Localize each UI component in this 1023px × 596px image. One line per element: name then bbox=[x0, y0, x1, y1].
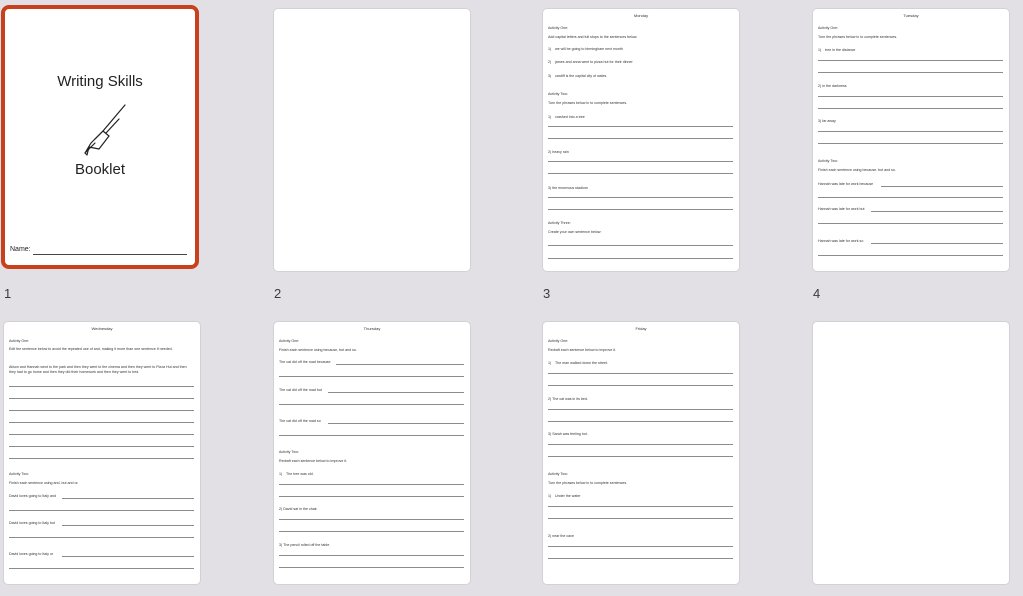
answer-line bbox=[548, 197, 733, 198]
item-text: tree in the distance bbox=[825, 48, 856, 52]
activity-instruction: Create your own sentence below: bbox=[548, 230, 602, 234]
answer-line bbox=[548, 506, 733, 507]
answer-line bbox=[279, 496, 464, 497]
page-number: 4 bbox=[813, 286, 821, 301]
item-text: Hannah was late for work but bbox=[818, 207, 865, 211]
answer-line bbox=[818, 223, 1003, 224]
activity-heading: Activity Two: bbox=[548, 472, 568, 476]
day-title: Wednesday bbox=[91, 326, 113, 331]
item-number: 1) bbox=[548, 361, 552, 365]
activity-instruction: Finish each sentence using and, but and or. bbox=[9, 481, 79, 485]
item-number: 1) bbox=[818, 48, 822, 52]
page-thumbnail-2[interactable] bbox=[273, 8, 471, 272]
page-thumbnail-6[interactable] bbox=[273, 321, 471, 585]
item-text: David loves going to Italy and bbox=[9, 494, 56, 498]
answer-line bbox=[62, 498, 194, 499]
item-text: Hannah was late for work because bbox=[818, 182, 874, 186]
item-text: Hannah was late for work so bbox=[818, 239, 864, 243]
cover-title: Writing Skills bbox=[57, 73, 143, 90]
answer-line bbox=[548, 421, 733, 422]
item-text: The cat did off the road but bbox=[279, 388, 322, 392]
answer-line bbox=[548, 385, 733, 386]
item-text: 2) near the cave bbox=[548, 534, 574, 538]
answer-line bbox=[818, 108, 1003, 109]
answer-line bbox=[328, 423, 464, 424]
item-text: 2) heavy rain bbox=[548, 150, 569, 154]
answer-line bbox=[279, 404, 464, 405]
activity-instruction: Add capital letters and full stops to the sentences below. bbox=[548, 35, 638, 39]
activity-instruction: Finish each sentence using because, but and so. bbox=[279, 348, 357, 352]
activity-heading: Activity Two: bbox=[9, 472, 29, 476]
answer-line bbox=[548, 558, 733, 559]
answer-line bbox=[9, 422, 194, 423]
item-text: The tree was old. bbox=[286, 472, 314, 476]
answer-line bbox=[62, 525, 194, 526]
answer-line bbox=[9, 458, 194, 459]
item-text: 2) The cat was in its bed. bbox=[548, 397, 588, 401]
answer-line bbox=[818, 72, 1003, 73]
item-number: 3) bbox=[548, 74, 552, 78]
item-text: 2) in the darkness bbox=[818, 84, 847, 88]
activity-instruction: Redraft each sentence below to improve it. bbox=[279, 459, 348, 463]
answer-line bbox=[62, 556, 194, 557]
answer-line bbox=[9, 386, 194, 387]
answer-line bbox=[279, 435, 464, 436]
item-number: 2) bbox=[548, 60, 552, 64]
day-title: Thursday bbox=[363, 326, 381, 331]
answer-line bbox=[871, 211, 1003, 212]
item-text: 3) the enormous stadium bbox=[548, 186, 588, 190]
page-thumbnail-5[interactable] bbox=[3, 321, 201, 585]
page-number: 2 bbox=[274, 286, 282, 301]
item-text: Under the water bbox=[555, 494, 581, 498]
item-text: The man walked down the street. bbox=[555, 361, 608, 365]
item-text: crashed into a tree bbox=[555, 115, 585, 119]
answer-line bbox=[548, 209, 733, 210]
activity-heading: Activity Two: bbox=[279, 450, 299, 454]
page-thumbnail-8[interactable] bbox=[812, 321, 1010, 585]
answer-line bbox=[279, 519, 464, 520]
item-number: 1) bbox=[279, 472, 283, 476]
fountain-pen-icon bbox=[81, 103, 127, 159]
activity-instruction: Finish each sentence using because, but and so. bbox=[818, 168, 896, 172]
item-text: David loves going to Italy but bbox=[9, 521, 55, 525]
answer-line bbox=[9, 568, 194, 569]
name-label: Name: bbox=[10, 246, 31, 253]
item-number: 1) bbox=[548, 47, 552, 51]
activity-heading: Activity One: bbox=[9, 339, 30, 343]
activity-instruction: Turn the phrases below in to complete sentences. bbox=[818, 35, 898, 39]
answer-line bbox=[881, 186, 1003, 187]
answer-line bbox=[9, 510, 194, 511]
answer-line bbox=[279, 531, 464, 532]
item-text: we will be going to birmingham next month bbox=[555, 47, 623, 51]
page-thumbnail-3[interactable] bbox=[542, 8, 740, 272]
item-text: The cat did off the road so bbox=[279, 419, 321, 423]
answer-line bbox=[548, 373, 733, 374]
day-title: Monday bbox=[633, 13, 649, 18]
answer-line bbox=[9, 398, 194, 399]
activity-instruction: Turn the phrases below in to complete sentences. bbox=[548, 101, 628, 105]
answer-line bbox=[818, 143, 1003, 144]
answer-line bbox=[279, 484, 464, 485]
activity-heading: Activity One: bbox=[279, 339, 300, 343]
page-thumbnail-7[interactable] bbox=[542, 321, 740, 585]
activity-heading: Activity One: bbox=[548, 339, 569, 343]
answer-line bbox=[548, 126, 733, 127]
answer-line bbox=[818, 197, 1003, 198]
item-text: 3) far away bbox=[818, 119, 836, 123]
page-number: 1 bbox=[4, 286, 12, 301]
answer-line bbox=[548, 518, 733, 519]
activity-instruction: Edit the sentence below to avoid the repeated use of and, making it more than one sentence if needed. bbox=[9, 347, 173, 351]
answer-line bbox=[548, 409, 733, 410]
answer-line bbox=[871, 243, 1003, 244]
answer-line bbox=[279, 567, 464, 568]
activity-heading: Activity One: bbox=[818, 26, 839, 30]
page-thumbnail-4[interactable] bbox=[812, 8, 1010, 272]
answer-line bbox=[548, 258, 733, 259]
item-text: 3) The pencil rolled off the table. bbox=[279, 543, 331, 547]
cover-subtitle: Booklet bbox=[74, 161, 126, 178]
item-text: The cat did off the road because bbox=[279, 360, 331, 364]
name-line bbox=[33, 254, 187, 255]
answer-line bbox=[818, 255, 1003, 256]
answer-line bbox=[328, 392, 464, 393]
answer-line bbox=[279, 555, 464, 556]
activity-instruction: Redraft each sentence below to improve it. bbox=[548, 348, 617, 352]
answer-line bbox=[548, 245, 733, 246]
item-text: David loves going to Italy or bbox=[9, 552, 54, 556]
activity-heading: Activity One: bbox=[548, 26, 569, 30]
item-number: 1) bbox=[548, 494, 552, 498]
answer-line bbox=[548, 138, 733, 139]
page-thumbnail-1[interactable] bbox=[1, 5, 199, 269]
answer-line bbox=[548, 444, 733, 445]
activity-instruction: Turn the phrases below in to complete sentences. bbox=[548, 481, 628, 485]
item-text: james and anna went to pizza hut for their dinner bbox=[555, 60, 633, 64]
activity-heading: Activity Three: bbox=[548, 221, 571, 225]
answer-line bbox=[548, 161, 733, 162]
passage-text: Alison and Hannah went to the park and then they went to the cinema and then they went to Pizza Hut and then they had to go home and then they did their homework and then they went to bed. bbox=[9, 365, 187, 374]
activity-heading: Activity Two: bbox=[818, 159, 838, 163]
answer-line bbox=[818, 60, 1003, 61]
answer-line bbox=[279, 376, 464, 377]
answer-line bbox=[818, 96, 1003, 97]
day-title: Friday bbox=[635, 326, 647, 331]
item-text: cardiff is the capital city of wales bbox=[555, 74, 607, 78]
answer-line bbox=[9, 434, 194, 435]
answer-line bbox=[548, 173, 733, 174]
item-text: 2) David sat in the chair. bbox=[279, 507, 318, 511]
answer-line bbox=[818, 131, 1003, 132]
day-title: Tuesday bbox=[903, 13, 919, 18]
answer-line bbox=[336, 364, 464, 365]
answer-line bbox=[548, 456, 733, 457]
item-number: 1) bbox=[548, 115, 552, 119]
page-number: 3 bbox=[543, 286, 551, 301]
item-text: 3) Sarah was feeling hot. bbox=[548, 432, 588, 436]
answer-line bbox=[9, 446, 194, 447]
activity-heading: Activity Two: bbox=[548, 92, 568, 96]
answer-line bbox=[548, 546, 733, 547]
answer-line bbox=[9, 410, 194, 411]
answer-line bbox=[9, 537, 194, 538]
